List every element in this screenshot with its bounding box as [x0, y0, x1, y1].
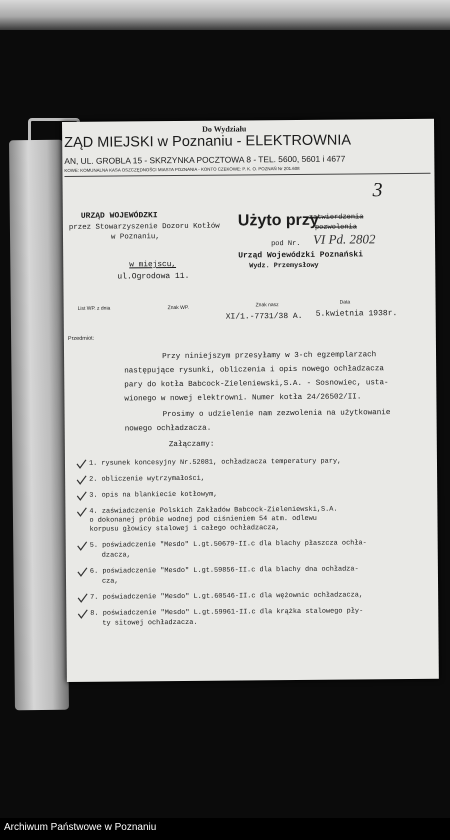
stamp-crossed1: zatwierdzenia [308, 213, 364, 222]
letterhead-bank: KOWE: KOMUNALNA KASA OSZCZĘDNOŚCI MIASTA POZNANIA - KONTO CZEKOWE: P. K. O. POZNAŃ Nr 201.608 [64, 165, 300, 173]
page-number: 3 [372, 179, 383, 202]
archive-footer [0, 818, 450, 840]
attachment-item-cont: dzacza, [101, 551, 131, 560]
scanner-band [0, 0, 450, 30]
letterhead-title: ZĄD MIEJSKI w Poznaniu - ELEKTROWNIA [64, 132, 352, 151]
ref-label-our-sign: Znak nasz [255, 302, 279, 309]
stamp-handwritten: VI Pd. 2802 [312, 231, 376, 247]
addressee-street: ul.Ogrodowa 11. [117, 271, 190, 282]
addressee-line2: przez Stowarzyszenie Dozoru Kotłów [68, 222, 220, 232]
body-p1-line1: Przy niniejszym przesyłamy w 3-ch egzemplarzach [162, 351, 377, 362]
attachments-label: Załączamy: [168, 440, 215, 450]
letterhead-address: AN, UL. GROBLA 15 - SKRZYNKA POCZTOWA 8 - TEL. 5600, 5601 i 4677 [64, 153, 346, 166]
body-p2-line1: Prosimy o udzielenie nam zezwolenia na użytkowanie [162, 409, 391, 420]
ref-label-date: Data [339, 299, 351, 306]
addressee-place: w miejscu, [129, 261, 177, 270]
body-p1-line3: pary do kotła Babcock-Zieleniewski,S.A. - Sosnowiec, usta- [124, 379, 389, 390]
stamp-crossed2: pozwolenia [314, 223, 357, 232]
addressee-line3: w Poznaniu, [110, 233, 160, 242]
attachment-item: 2. obliczenie wytrzymałości, [89, 474, 205, 484]
ref-our-sign: XI/1.-7731/38 A. [225, 311, 303, 322]
ref-date: 5.kwietnia 1938r. [315, 309, 398, 319]
body-p2-line2: nowego ochładzacza. [124, 424, 212, 434]
stamp-office: Urząd Wojewódzki Poznański [238, 250, 364, 261]
attachment-item: 8. poświadczenie "Mesdo" L.gt.59961-II.c dla krążka stalowego pły- [90, 607, 364, 618]
document-page [62, 119, 439, 682]
attachment-item: 6. poświadczenie "Mesdo" L.gt.59856-II.c dla blachy dna ochładza- [89, 565, 359, 576]
ref-label-wp-sign: Znak WP. [167, 304, 189, 312]
attachment-item-cont: o dokonanej próbie wodnej pod ciśnieniem 54 atm. odlewu [89, 514, 317, 525]
stamp-under: pod Nr. [271, 239, 301, 249]
check-marks [75, 458, 90, 628]
attachment-item: 3. opis na blankiecie kotłowym, [89, 490, 218, 500]
attachment-item-cont: cza, [101, 577, 119, 586]
letterhead-mark: Do Wydziału [202, 124, 247, 134]
footer-text: Archiwum Państwowe w Poznaniu [4, 822, 157, 833]
paper-roll [9, 140, 69, 711]
ref-subject-label: Przedmiot: [67, 335, 95, 342]
stamp-dept: Wydz. Przemysłowy [249, 261, 319, 271]
attachment-item: 4. zaświadczenie Polskich Zakładów Babcock-Zieleniewski,S.A. [89, 505, 338, 516]
ref-label-your-letter: List WP. z dnia [77, 305, 111, 312]
attachment-item-cont: korpusu głowicy stalowej i całego ochładzacza, [89, 524, 280, 534]
attachment-item-cont: ty sitowej ochładzacza. [102, 618, 198, 628]
body-p1-line4: wionego w nowej elektrowni. Numer kotła 24/26502/II. [124, 393, 362, 404]
attachment-item: 5. poświadczenie "Mesdo" L.gt.50679-II.c dla blachy płaszcza ochła- [89, 539, 367, 550]
stamp-used: Użyto przy [237, 211, 319, 230]
body-p1-line2: następujące rysunki, obliczenia i opis nowego ochładzacza [124, 365, 384, 376]
attachment-item: 7. poświadczenie "Mesdo" L.gt.60546-II.c dla wężownic ochładzacza, [90, 591, 364, 602]
letterhead-rule [64, 173, 430, 177]
addressee-line1: URZĄD WOJEWÓDZKI [80, 211, 158, 221]
attachment-item: 1. rysunek koncesyjny Nr.52081, ochładzacza temperatury pary, [88, 457, 342, 468]
